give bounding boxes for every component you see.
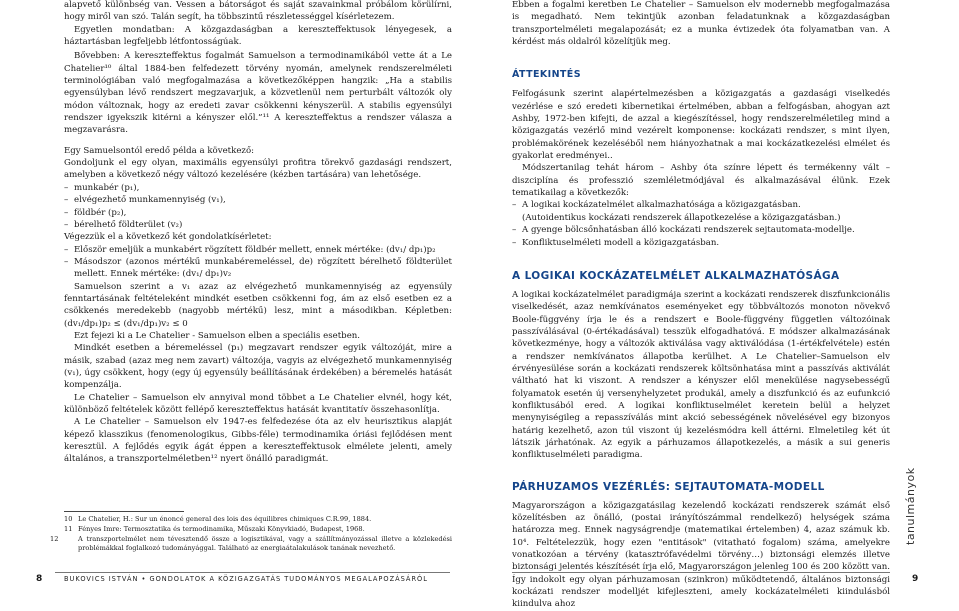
section-heading-parallel: PÁRHUZAMOS VEZÉRLÉS: SEJTAUTOMATA-MODELL bbox=[512, 480, 825, 493]
footnote bbox=[64, 515, 452, 525]
method-item: (Autoidentikus kockázati rendszerek állapotkezelése a közigazgatásban.) bbox=[522, 212, 841, 223]
overview-paragraph: Felfogásunk szerint alapértelmezésben a közigazgatás a gazdasági viselkedés vezérlése e szó eredeti kibernetikai értelmében, abban a felfogásban, ahogyan azt Ashby, 1972-ben kifejti, de azzal a kiegészítéssel, hogy rendszerelméletileg mind a közigazgatás vezérlő mind vezérelt komponense: kockázati rendszer, s mint ilyen, problémakörének kezeléséből nem hiányozhatnak a mai kockázatkezelési elmélet és gyakorlat eredményei.. bbox=[512, 89, 890, 162]
left-paragraph-6: Samuelson szerint a v₁ azaz az elvégezhető munkamennyiség az egyensúly fenntartásának feltételeként mindkét esetben csökkenni fog, ám az első esetben ez a csökkenés meredekebb (nagyobb mértékű) lesz, mint a másodikban. Képletben: (dv₁/dp₁)p₂ ≤ (dv₁/dp₁)v₂ ≤ 0 bbox=[64, 281, 452, 329]
section-heading-overview: ÁTTEKINTÉS bbox=[512, 69, 581, 81]
left-paragraph-7: Ezt fejezi ki a Le Chatelier - Samuelson elben a speciális esetben. bbox=[74, 330, 361, 341]
experiment-intro: Végezzük el a következő két gondolatkísérletet: bbox=[64, 232, 272, 243]
left-opening-paragraph: alapvető különbség van. Vessen a bátorságot és saját szavainkmal próbálom körülírni, hogy miről van szó. Talán segít, ha többszintű részletességgel kísérletezem. bbox=[64, 0, 452, 23]
footnote-rule bbox=[64, 511, 184, 512]
right-opening-paragraph: Ebben a fogalmi keretben Le Chatelier – Samuelson elv modernebb megfogalmazása is megadható. Nem tekintjük azonban feladatunknak a közgazdaságban transzportelméleti megalapozását; ez a munka évtizedek óta folyamatban van. A kérdést más oldalról közelítjük meg. bbox=[512, 0, 890, 48]
left-paragraph-3: Bővebben: A kereszteffektus fogalmát Samuelson a termodinamikából vette át a Le Chatelier¹⁰ által 1884-ben felfedezett törvény nyomán, amelynek rendszerelméleti terminológiában való megfogalmazása a következőképpen hangzik: „Ha a stabilis egyensúlyban lévő rendszert megzavarjuk, a közvetlenül nem perturbált változók oly módon változnak, hogy az eredeti zavar csökkenni kényszerül. A stabilis egyensúlyi rendszer igyekszik kitérni a kényszer elől.”¹¹ A kereszteffektus a rendszer válasza a megzavarásra. bbox=[64, 51, 452, 136]
footnote-number: 10 bbox=[64, 515, 73, 523]
left-paragraph-9: Le Chatelier – Samuelson elv annyival mond többet a Le Chatelier elvnél, hogy két, különböző feltételek között fellépő kereszteffektus hatását kvantitatív összehasonlítja. bbox=[64, 392, 452, 415]
footnote-text: A transzportelmélet nem tévesztendő össze a logisztikával, vagy a szállítmányozással illetve a közlekedési problémákkal foglalkozó tudományággal. Található az energiaátalakulások tanának nevezhető. bbox=[78, 534, 452, 553]
journal-section-label: tanulmányok bbox=[904, 467, 917, 545]
footnote-number: 12 bbox=[50, 534, 59, 543]
footnote bbox=[50, 534, 452, 555]
experiment-item: – Másodszor (azonos mértékű munkabéremeléssel, de) rögzített bérelhető földterület mellett. Ennek mértéke: (dv₁/ dp₁)v₂ bbox=[64, 256, 452, 281]
right-column bbox=[512, 0, 890, 611]
left-paragraph-2: Egyetlen mondatban: A közgazdaságban a kereszteffektusok lényegesek, a háztartásban legfeljebb létfontosságúak. bbox=[64, 24, 452, 48]
experiment-item: – Először emeljük a munkabért rögzített földbér mellett, ennek mértéke: (dv₁/ dp₁)p₂ bbox=[64, 244, 452, 256]
variable-item: – földbér (p₂), bbox=[64, 207, 452, 219]
variable-item: – munkabér (p₁), bbox=[64, 182, 452, 194]
footer-rule-right bbox=[512, 572, 890, 573]
footnote-text: Fényes Imre: Termosztatika és termodinamika, Műszaki Könyvkiadó, Budapest, 1968. bbox=[78, 524, 365, 533]
method-item: – Konfliktuselméleti modell a közigazgatásban. bbox=[512, 237, 890, 249]
section-heading-logic: A LOGIKAI KOCKÁZATELMÉLET ALKALMAZHATÓSÁGA bbox=[512, 269, 840, 282]
page-number-left: 8 bbox=[36, 574, 43, 584]
method-paragraph: Módszertanilag tehát három – Ashby óta színre lépett és termékenny vált – diszciplína és professzió szemléletmódjával és alkalmazásával élünk. Ezek tematikailag a következők: bbox=[512, 163, 890, 199]
running-title: BUKOVICS ISTVÁN • GONDOLATOK A KÖZIGAZGATÁS TUDOMÁNYOS MEGALAPOZÁSÁRÓL bbox=[64, 575, 428, 583]
left-paragraph-10: A Le Chatelier – Samuelson elv 1947-es felfedezése óta az elv heurisztikus alapját képező klasszikus (fenomenologikus, Gibbs-féle) termodinamika óriási fejlődésen ment keresztül. A fejlődés egyik ágát éppen a kereszteffektusok elmélete jelenti, amely általános, a transzportelméletben¹² nyert önálló paradigmát. bbox=[64, 417, 452, 465]
page-number-right: 9 bbox=[912, 574, 919, 584]
parallel-paragraph: Magyarországon a közigazgatásilag kezelendő kockázati rendszerek számát első közelítésben az önálló, (postai irányítószámmal rendelkező) helységek száma határozza meg. Ennek nagyságrendje (matematikai értelemben) 4, azaz számuk kb. 10⁴. Feltételezzük, hogy ezen "entitások" (vitatható fogalom) száma, amelyekre vonatkozóan a térvény (katasztrófavédelmi törvény…) biztonsági elemzés illetve biztonsági jelentés készítését írja elő, Magyarországon jelenleg 100 és 200 között van. Így indokolt egy olyan párhuzamosan (szinkron) működtetendő, általános biztonsági kockázati rendszer modelljét kifejleszteni, amely kockázatelméleti kiindulásból kiindulva ahoz bbox=[512, 500, 890, 610]
left-paragraph-8: Mindkét esetben a béremeléssel (p₁) megzavart rendszer egyik változóját, mire a másik, szabad (azaz meg nem zavart) változója, vagyis az elvégezhető munkamennyiség (v₁), úgy csökkent, hogy (egy új egyensúly beállításának érdekében) a béremelés hatását kompenzálja. bbox=[64, 343, 452, 391]
footnote bbox=[64, 525, 452, 535]
variable-item: – bérelhető földterület (v₂) bbox=[64, 219, 452, 231]
footnotes bbox=[50, 515, 452, 554]
example-intro: Egy Samuelsontól eredő példa a következő: bbox=[64, 145, 255, 156]
method-item: – A logikai kockázatelmélet alkalmazhatósága a közigazgatásban. bbox=[512, 199, 890, 211]
logic-paragraph: A logikai kockázatelmélet paradigmája szerint a kockázati rendszerek diszfunkcionális viselkedését, azaz nemkívánatos eseményeket egy többváltozós monoton növekvő Boole-függvény írja le és a rendszert e Boole-függvény független változóinak passzíválásával (0-értékadásával) tesszük elfogadhatóvá. E módszer alkalmazásának következménye, hogy a változók aktiválása vagy aktiválódása (1-értékfelvétele) estén a rendszer nemkívánatos állapotba kerülhet. A Le Chatelier–Samuelson elv érvényesülése során a kockázati rendszerek költsönhatása mint a passzívás aktiválát váltható hat ki viszont. A rendszer a kényszer elől menekülése nagysebességű folyamatok esetén új versenyhelyzetet produkál, amely a diszfunkció és az eufunkció konfliktusából ered. A logikai konfliktuselmélet keretein belül a helyzet menynyiségileg a repasszíválás mint akció sebességének növelésével egy bizonyos határig kezelhető, azon túl viszont új kezelésmódra kell áttérni. Elmeletileg két út látszik járhatónak. Az egyik a párhuzamos állapotkezelés, a másik a sui generis konfliktuselméleti paradigma. bbox=[512, 289, 890, 461]
example-description: Gondoljunk el egy olyan, maximális egyensúlyi profitra törekvő gazdasági rendszert, amelyben a következő négy változó kezelésére (kézben tartására) van lehetősége. bbox=[64, 158, 452, 181]
footnote-text: Le Chatelier, H.: Sur un énoncé general des lois des équilibres chimiques C.R.99, 1884. bbox=[78, 515, 372, 523]
footer-rule-left bbox=[55, 572, 450, 573]
page-footer bbox=[0, 572, 959, 584]
journal-section-mark bbox=[904, 467, 924, 555]
footnote-number: 11 bbox=[64, 524, 73, 533]
method-item: – A gyenge bölcsőnhatásban álló kockázati rendszerek sejtautomata-modellje. bbox=[512, 224, 890, 236]
left-column bbox=[50, 0, 452, 553]
variable-item: – elvégezhető munkamennyiség (v₁), bbox=[64, 194, 452, 206]
